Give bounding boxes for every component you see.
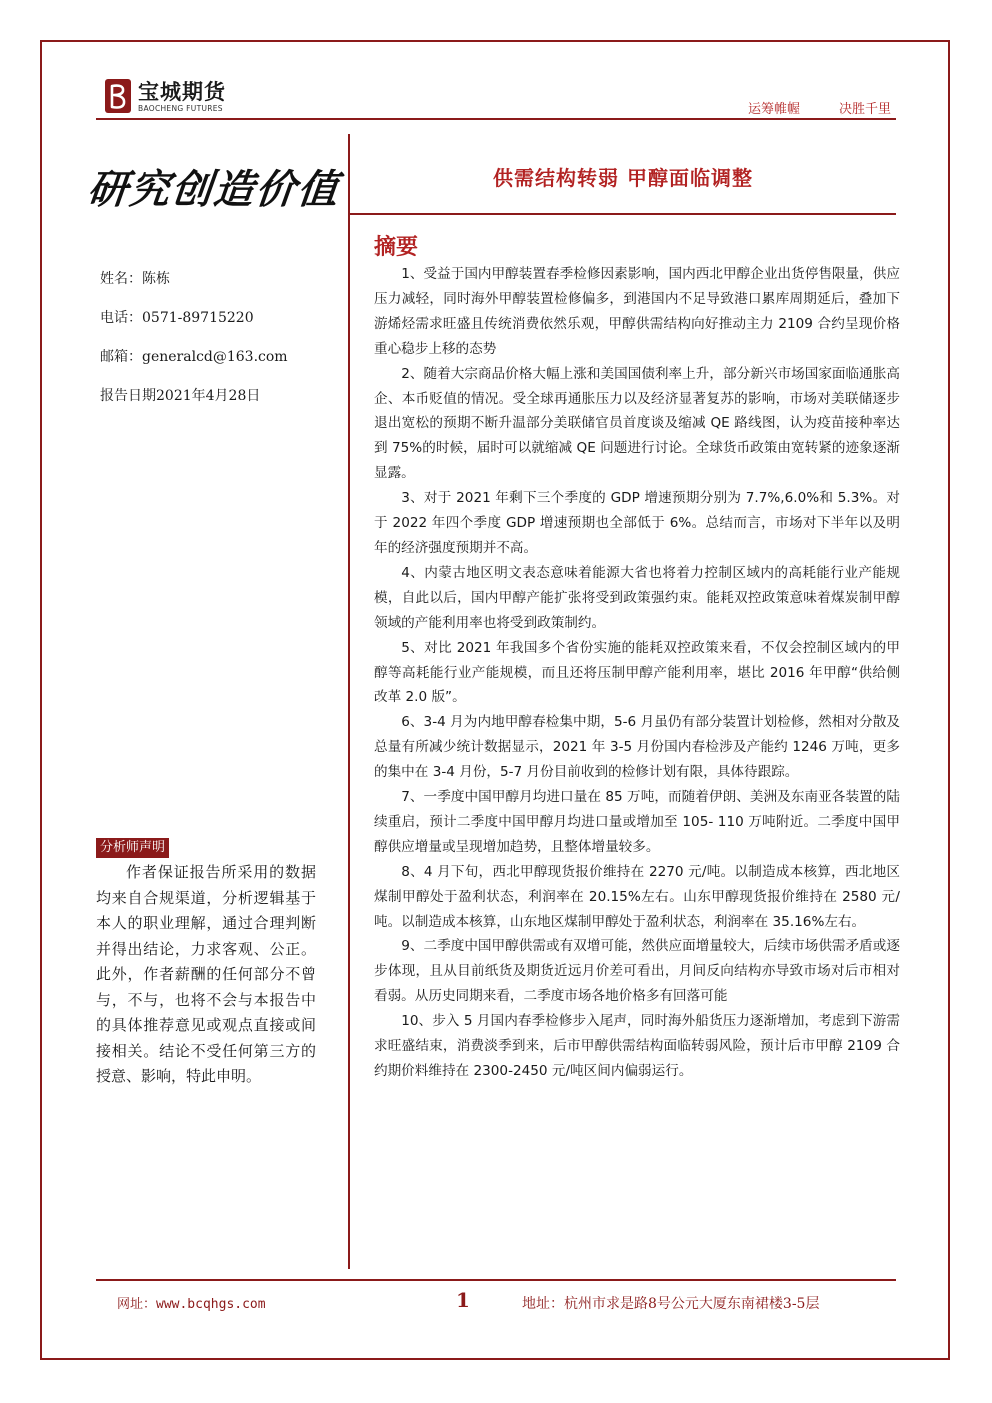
summary-body bbox=[374, 262, 900, 1084]
brand-calligraphy: 研究创造价值 bbox=[85, 166, 343, 213]
footer-address: 地址：杭州市求是路8号公元大厦东南裙楼3-5层 bbox=[522, 1296, 820, 1312]
summary-paragraph: 4、内蒙古地区明文表态意味着能源大省也将着力控制区域内的高耗能行业产能规模，自此以后，国内甲醇产能扩张将受到政策强约束。能耗双控政策意味着煤炭制甲醇领域的产能利用率也将受到政策制约。 bbox=[374, 564, 900, 631]
company-logo bbox=[104, 76, 226, 116]
summary-paragraph: 5、对比 2021 年我国多个省份实施的能耗双控政策来看，不仅会控制区域内的甲醇等高耗能行业产能规模，而且还将压制甲醇产能利用率，堪比 2016 年甲醇“供给侧改革 2.0 版”。 bbox=[374, 639, 900, 706]
logo-mark-icon bbox=[104, 78, 132, 114]
title-rule bbox=[348, 213, 896, 215]
summary-paragraph: 10、步入 5 月国内春季检修步入尾声，同时海外船货压力逐渐增加，考虑到下游需求旺盛结束，消费淡季到来，后市甲醇供需结构面临转弱风险，预计后市甲醇 2109 合约期价料维持在 2300-2450 元/吨区间内偏弱运行。 bbox=[374, 1013, 900, 1079]
summary-paragraph: 3、对于 2021 年剩下三个季度的 GDP 增速预期分别为 7.7%,6.0%和 5.3%。对于 2022 年四个季度 GDP 增速预期也全部低于 6%。总结而言，市场对下半年以及明年的经济强度预期并不高。 bbox=[374, 490, 900, 556]
report-date: 报告日期2021年4月28日 bbox=[100, 388, 261, 404]
analyst-declaration-text: 作者保证报告所采用的数据均来自合规渠道，分析逻辑基于本人的职业理解，通过合理判断并得出结论，力求客观、公正。此外，作者薪酬的任何部分不曾与，不与，也将不会与本报告中的具体推荐意见或观点直接或间接相关。结论不受任何第三方的授意、影响，特此申明。 bbox=[96, 863, 316, 1085]
summary-paragraph: 6、3-4 月为内地甲醇春检集中期，5-6 月虽仍有部分装置计划检修，然相对分散及总量有所减少统计数据显示，2021 年 3-5 月份国内春检涉及产能约 1246 万吨，更多的集中在 3-4 月份，5-7 月份目前收到的检修计划有限，具体待跟踪。 bbox=[374, 714, 900, 781]
author-phone: 电话：0571-89715220 bbox=[100, 310, 254, 326]
slogan-first: 运筹帷幄 bbox=[748, 102, 801, 117]
logo-en-text: BAOCHENG FUTURES bbox=[138, 103, 223, 113]
summary-paragraph: 2、随着大宗商品价格大幅上涨和美国国债利率上升，部分新兴市场国家面临通胀高企、本币贬值的情况。受全球再通胀压力以及经济显著复苏的影响，市场对美联储逐步退出宽松的预期不断升温部分美联储官员首度谈及缩减 QE 路线图，认为疫苗接种率达到 75%的时候，届时可以就缩减 QE 问题进行讨论。全球货币政策由宽转紧的迹象逐渐显露。 bbox=[374, 365, 900, 482]
analyst-declaration-label: 分析师声明 bbox=[96, 838, 169, 858]
summary-paragraph: 8、4 月下旬，西北甲醇现货报价维持在 2270 元/吨。以制造成本核算，西北地区煤制甲醇处于盈利状态，利润率在 20.15%左右。山东甲醇现货报价维持在 2580 元/吨。以制造成本核算，山东地区煤制甲醇处于盈利状态，利润率在 35.16%左右。 bbox=[374, 863, 900, 930]
summary-paragraph: 9、二季度中国甲醇供需或有双增可能，然供应面增量较大，后续市场供需矛盾或逐步体现，且从目前纸货及期货近远月价差可看出，月间反向结构亦导致市场对后市相对看弱。从历史同期来看，二季度市场各地价格多有回落可能 bbox=[374, 938, 900, 1005]
logo-cn-text: 宝城期货 bbox=[138, 78, 226, 104]
footer-rule bbox=[96, 1279, 896, 1281]
slogan-second: 决胜千里 bbox=[839, 102, 892, 117]
footer-website: 网址：www.bcqhgs.com bbox=[117, 1297, 266, 1312]
summary-heading: 摘要 bbox=[374, 235, 419, 260]
report-title: 供需结构转弱 甲醇面临调整 bbox=[493, 166, 753, 190]
column-divider bbox=[348, 134, 350, 1269]
author-email: 邮箱：generalcd@163.com bbox=[100, 349, 288, 365]
page-number: 1 bbox=[456, 1288, 470, 1312]
summary-paragraph: 1、受益于国内甲醇装置春季检修因素影响，国内西北甲醇企业出货停售限量，供应压力减轻，同时海外甲醇装置检修偏多，到港国内不足导致港口累库周期延后，叠加下游烯烃需求旺盛且传统消费依然乐观，甲醇供需结构向好推动主力 2109 合约呈现价格重心稳步上移的态势 bbox=[374, 266, 900, 357]
summary-paragraph: 7、一季度中国甲醇月均进口量在 85 万吨，而随着伊朗、美洲及东南亚各装置的陆续重启，预计二季度中国甲醇月均进口量或增加至 105- 110 万吨附近。二季度中国甲醇供应增量或呈现增加趋势，且整体增量较多。 bbox=[374, 789, 900, 855]
author-name: 姓名：陈栋 bbox=[100, 271, 170, 287]
header-rule bbox=[96, 118, 896, 120]
